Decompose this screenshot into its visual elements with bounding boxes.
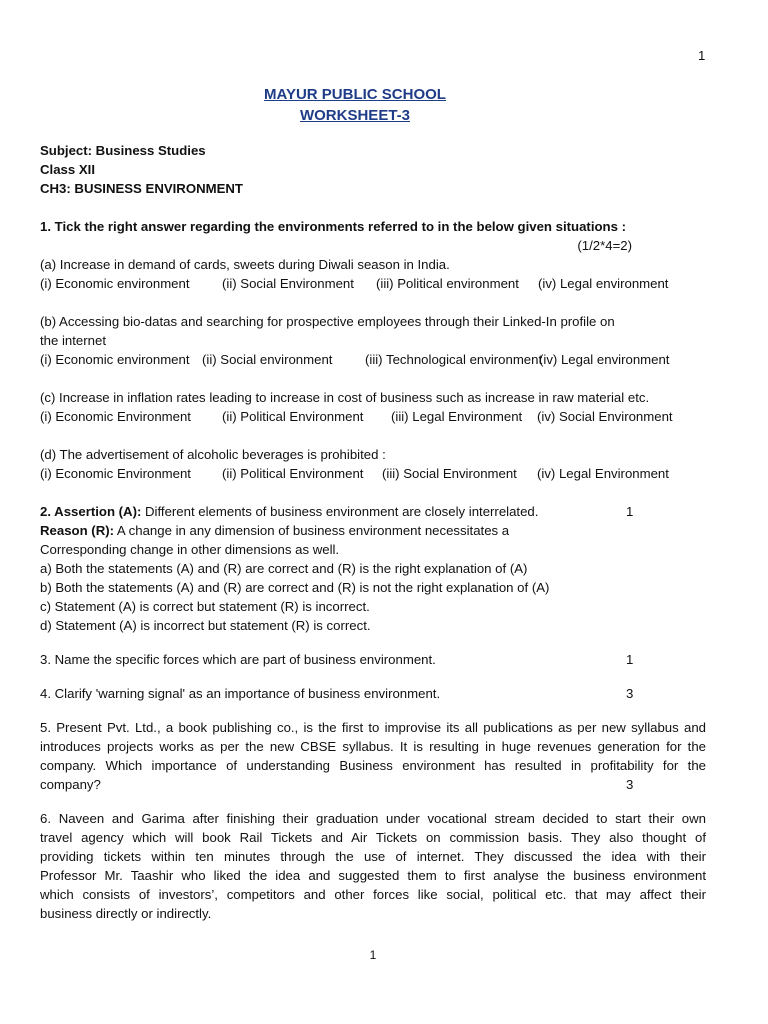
question-5-line-2: introduces projects works as per the new CBSE syllabus. It is resulting in huge revenues generation for the bbox=[40, 739, 706, 754]
page-number-top: 1 bbox=[698, 48, 706, 63]
question-1a-options bbox=[40, 274, 706, 293]
question-5-marks: 3 bbox=[626, 777, 634, 792]
worksheet-body bbox=[40, 84, 706, 923]
question-3-text: 3. Name the specific forces which are part of business environment. bbox=[40, 652, 436, 667]
question-1-text: 1. Tick the right answer regarding the environments referred to in the below given situations : bbox=[40, 219, 626, 234]
question-5-text-end: company? bbox=[40, 777, 101, 792]
question-4-marks: 3 bbox=[626, 686, 634, 701]
question-1b-stem-cont: the internet bbox=[40, 333, 106, 348]
question-1d-options bbox=[40, 464, 706, 483]
question-4-text: 4. Clarify 'warning signal' as an importance of business environment. bbox=[40, 686, 441, 701]
class-line: Class XII bbox=[40, 162, 95, 177]
option-iv: (iv) Social Environment bbox=[537, 409, 673, 424]
question-6-line-4: Professor Mr. Taashir who liked the idea and suggested them to first analyse the business environment bbox=[40, 868, 706, 883]
question-6-line-2: travel agency which will book Rail Tickets and Air Tickets on commission basis. They also thought of bbox=[40, 830, 706, 845]
option-i: (i) Economic Environment bbox=[40, 466, 191, 481]
option-ii: (ii) Political Environment bbox=[222, 466, 364, 481]
worksheet-title: WORKSHEET-3 bbox=[299, 107, 410, 124]
chapter-line: CH3: BUSINESS ENVIRONMENT bbox=[40, 181, 243, 196]
question-3 bbox=[40, 650, 706, 669]
option-ii: (ii) Social environment bbox=[202, 352, 333, 367]
question-2-assertion bbox=[40, 502, 706, 521]
option-iii: (iii) Technological environment bbox=[365, 352, 543, 367]
option-iii: (iii) Social Environment bbox=[382, 466, 517, 481]
question-2-option-a: a) Both the statements (A) and (R) are correct and (R) is the right explanation of (A) bbox=[40, 561, 528, 576]
question-2-option-c: c) Statement (A) is correct but statement (R) is incorrect. bbox=[40, 599, 370, 614]
question-2-option-d: d) Statement (A) is incorrect but statement (R) is correct. bbox=[40, 618, 371, 633]
option-ii: (ii) Political Environment bbox=[222, 409, 364, 424]
question-2-marks: 1 bbox=[626, 504, 634, 519]
question-6-line-1: 6. Naveen and Garima after finishing their graduation under vocational stream decided to start their own bbox=[40, 811, 706, 826]
assertion-label: 2. Assertion (A): bbox=[40, 504, 142, 519]
question-2-reason bbox=[40, 521, 706, 540]
question-1c-stem: (c) Increase in inflation rates leading to increase in cost of business such as increase in raw material etc. bbox=[40, 390, 650, 405]
option-iv: (iv) Legal environment bbox=[538, 276, 669, 291]
question-1-marks: (1/2*4=2) bbox=[577, 238, 632, 253]
question-5-line-1: 5. Present Pvt. Ltd., a book publishing co., is the first to improvise its all publications as per new syllabus and bbox=[40, 720, 706, 735]
question-2-reason-cont: Corresponding change in other dimensions as well. bbox=[40, 542, 340, 557]
option-iv: (iv) Legal Environment bbox=[537, 466, 669, 481]
option-i: (i) Economic environment bbox=[40, 276, 190, 291]
reason-label: Reason (R): bbox=[40, 523, 114, 538]
reason-text: A change in any dimension of business environment necessitates a bbox=[114, 523, 510, 538]
question-1b-stem: (b) Accessing bio-datas and searching for prospective employees through their Linked-In profile on bbox=[40, 314, 615, 329]
page-number-bottom: 1 bbox=[369, 948, 377, 962]
subject-line: Subject: Business Studies bbox=[40, 143, 206, 158]
question-1d-stem: (d) The advertisement of alcoholic beverages is prohibited : bbox=[40, 447, 386, 462]
option-ii: (ii) Social Environment bbox=[222, 276, 354, 291]
option-iv: (iv) Legal environment bbox=[539, 352, 670, 367]
question-6-line-3: providing tickets within ten minutes through the use of internet. They discussed the idea with their bbox=[40, 849, 706, 864]
option-iii: (iii) Legal Environment bbox=[391, 409, 523, 424]
assertion-text: Different elements of business environment are closely interrelated. bbox=[141, 504, 539, 519]
school-title: MAYUR PUBLIC SCHOOL bbox=[264, 86, 446, 103]
option-i: (i) Economic environment bbox=[40, 352, 190, 367]
question-1a-stem: (a) Increase in demand of cards, sweets during Diwali season in India. bbox=[40, 257, 450, 272]
question-5-line-4 bbox=[40, 775, 706, 794]
question-1b-options bbox=[40, 350, 706, 369]
option-i: (i) Economic Environment bbox=[40, 409, 191, 424]
question-3-marks: 1 bbox=[626, 652, 634, 667]
question-6-line-6: business directly or indirectly. bbox=[40, 906, 212, 921]
question-4 bbox=[40, 684, 706, 703]
question-1c-options bbox=[40, 407, 706, 426]
question-2-option-b: b) Both the statements (A) and (R) are correct and (R) is not the right explanation of (A) bbox=[40, 580, 550, 595]
question-6-line-5: which consists of investors’, competitors and other forces like social, political etc. that may affect their bbox=[40, 887, 706, 902]
question-5-line-3: company. Which importance of understanding Business environment has resulted in profitability for the bbox=[40, 758, 706, 773]
option-iii: (iii) Political environment bbox=[376, 276, 519, 291]
